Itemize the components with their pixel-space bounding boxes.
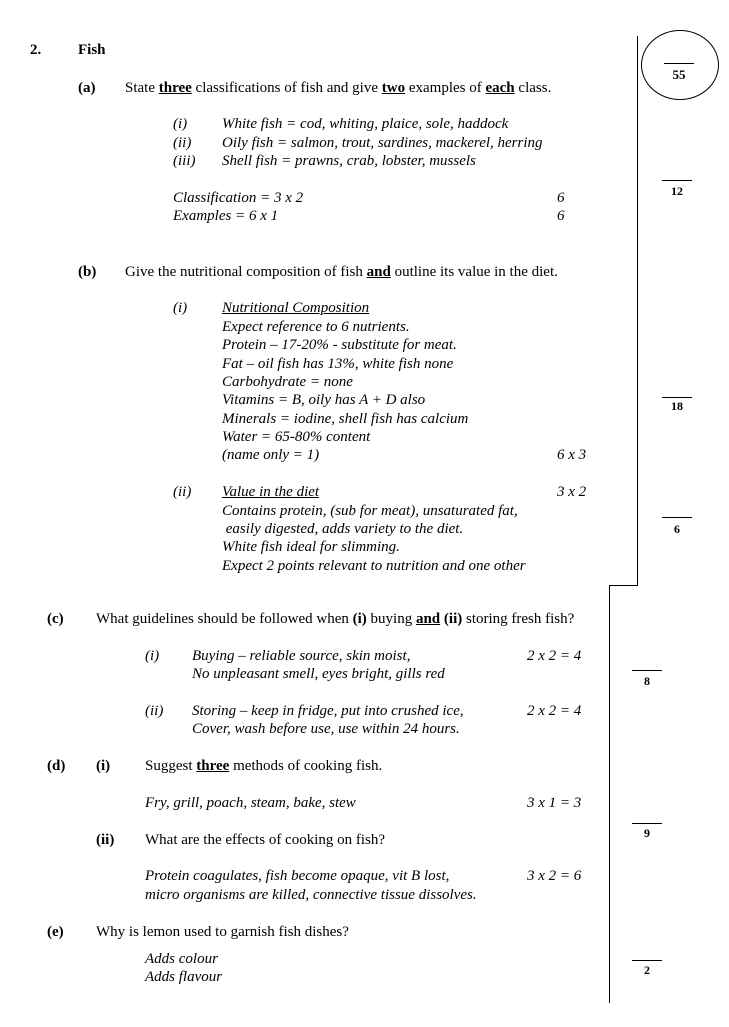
part-d-ii-line: micro organisms are killed, connective tissue dissolves. <box>145 887 477 903</box>
part-b-i-line: Fat – oil fish has 13%, white fish none <box>222 356 454 372</box>
part-c-ii-line: Storing – keep in fridge, put into crushed ice, <box>192 703 464 719</box>
part-b-margin-line-1 <box>662 397 692 398</box>
part-e-question: Why is lemon used to garnish fish dishes? <box>96 924 349 940</box>
part-b-i-marks: 6 x 3 <box>557 447 587 463</box>
part-d-ii-marks: 3 x 2 = 6 <box>527 868 582 884</box>
total-marks: 55 <box>672 67 686 82</box>
margin-rule-lower <box>609 585 610 1003</box>
part-d-margin-mark: 9 <box>644 826 650 840</box>
part-e-margin-line <box>632 960 662 961</box>
part-b-i-line: Carbohydrate = none <box>222 374 353 390</box>
part-c-question: What guidelines should be followed when (i) buying and (ii) storing fresh fish? <box>96 611 575 627</box>
part-a-item-1: White fish = cod, whiting, plaice, sole, haddock <box>222 116 509 132</box>
part-b-ii-heading: Value in the diet <box>222 484 320 500</box>
part-b-i-line: Expect reference to 6 nutrients. <box>222 319 410 335</box>
part-b-i-line: Vitamins = B, oily has A + D also <box>222 392 426 408</box>
part-a-roman-2: (ii) <box>173 135 192 151</box>
part-e-line: Adds flavour <box>145 969 223 985</box>
part-c-ii-marks: 2 x 2 = 4 <box>527 703 582 719</box>
part-a-margin-line <box>662 180 692 181</box>
total-marks-line <box>664 63 694 64</box>
part-b-i-line: Water = 65-80% content <box>222 429 371 445</box>
part-c-label: (c) <box>47 611 64 627</box>
part-b-ii-line: Contains protein, (sub for meat), unsaturated fat, <box>222 503 518 519</box>
part-b-i-line: (name only = 1) <box>222 447 320 463</box>
part-d-label: (d) <box>47 758 66 774</box>
part-a-examples-marks: 6 <box>557 208 565 224</box>
part-d-i-answer: Fry, grill, poach, steam, bake, stew <box>145 795 356 811</box>
part-b-question: Give the nutritional composition of fish and outline its value in the diet. <box>125 264 558 280</box>
part-c-ii-roman: (ii) <box>145 703 164 719</box>
part-a-classification-marks: 6 <box>557 190 565 206</box>
part-e-label: (e) <box>47 924 64 940</box>
part-b-i-line: Protein – 17-20% - substitute for meat. <box>222 337 457 353</box>
part-b-i-heading: Nutritional Composition <box>222 300 370 316</box>
part-c-ii-line: Cover, wash before use, use within 24 hours. <box>192 721 460 737</box>
part-d-ii-line: Protein coagulates, fish become opaque, vit B lost, <box>145 868 450 884</box>
part-b-i-roman: (i) <box>173 300 188 316</box>
part-a-question: State three classifications of fish and give two examples of each class. <box>125 80 552 96</box>
part-b-ii-marks: 3 x 2 <box>557 484 587 500</box>
margin-rule-upper <box>637 36 638 585</box>
part-b-label: (b) <box>78 264 97 280</box>
part-a-item-2: Oily fish = salmon, trout, sardines, mackerel, herring <box>222 135 543 151</box>
part-c-i-line: No unpleasant smell, eyes bright, gills red <box>192 666 445 682</box>
total-marks-circle <box>641 30 719 100</box>
part-c-i-marks: 2 x 2 = 4 <box>527 648 582 664</box>
part-b-margin-line-2 <box>662 517 692 518</box>
part-a-roman-1: (i) <box>173 116 188 132</box>
part-b-margin-mark-2: 6 <box>674 522 680 536</box>
part-b-ii-line: Expect 2 points relevant to nutrition and one other <box>222 558 526 574</box>
part-b-ii-roman: (ii) <box>173 484 192 500</box>
part-b-ii-line: White fish ideal for slimming. <box>222 539 400 555</box>
part-d-i-question: Suggest three methods of cooking fish. <box>145 758 383 774</box>
part-d-ii-label: (ii) <box>96 832 115 848</box>
part-a-classification: Classification = 3 x 2 <box>173 190 304 206</box>
part-e-line: Adds colour <box>145 951 218 967</box>
part-d-margin-line <box>632 823 662 824</box>
margin-rule-step <box>609 585 638 586</box>
part-e-margin-mark: 2 <box>644 963 650 977</box>
part-d-i-label: (i) <box>96 758 111 774</box>
part-c-margin-mark: 8 <box>644 674 650 688</box>
part-b-ii-line: easily digested, adds variety to the diet. <box>222 521 464 537</box>
part-a-item-3: Shell fish = prawns, crab, lobster, mussels <box>222 153 476 169</box>
part-c-i-line: Buying – reliable source, skin moist, <box>192 648 411 664</box>
question-title: Fish <box>78 42 106 58</box>
part-b-i-line: Minerals = iodine, shell fish has calcium <box>222 411 469 427</box>
part-d-ii-question: What are the effects of cooking on fish? <box>145 832 386 848</box>
question-number: 2. <box>30 42 42 58</box>
part-b-margin-mark-1: 18 <box>671 399 683 413</box>
part-a-examples: Examples = 6 x 1 <box>173 208 279 224</box>
part-c-i-roman: (i) <box>145 648 160 664</box>
part-a-label: (a) <box>78 80 96 96</box>
part-a-roman-3: (iii) <box>173 153 196 169</box>
part-c-margin-line <box>632 670 662 671</box>
part-d-i-marks: 3 x 1 = 3 <box>527 795 582 811</box>
part-a-margin-mark: 12 <box>671 184 683 198</box>
